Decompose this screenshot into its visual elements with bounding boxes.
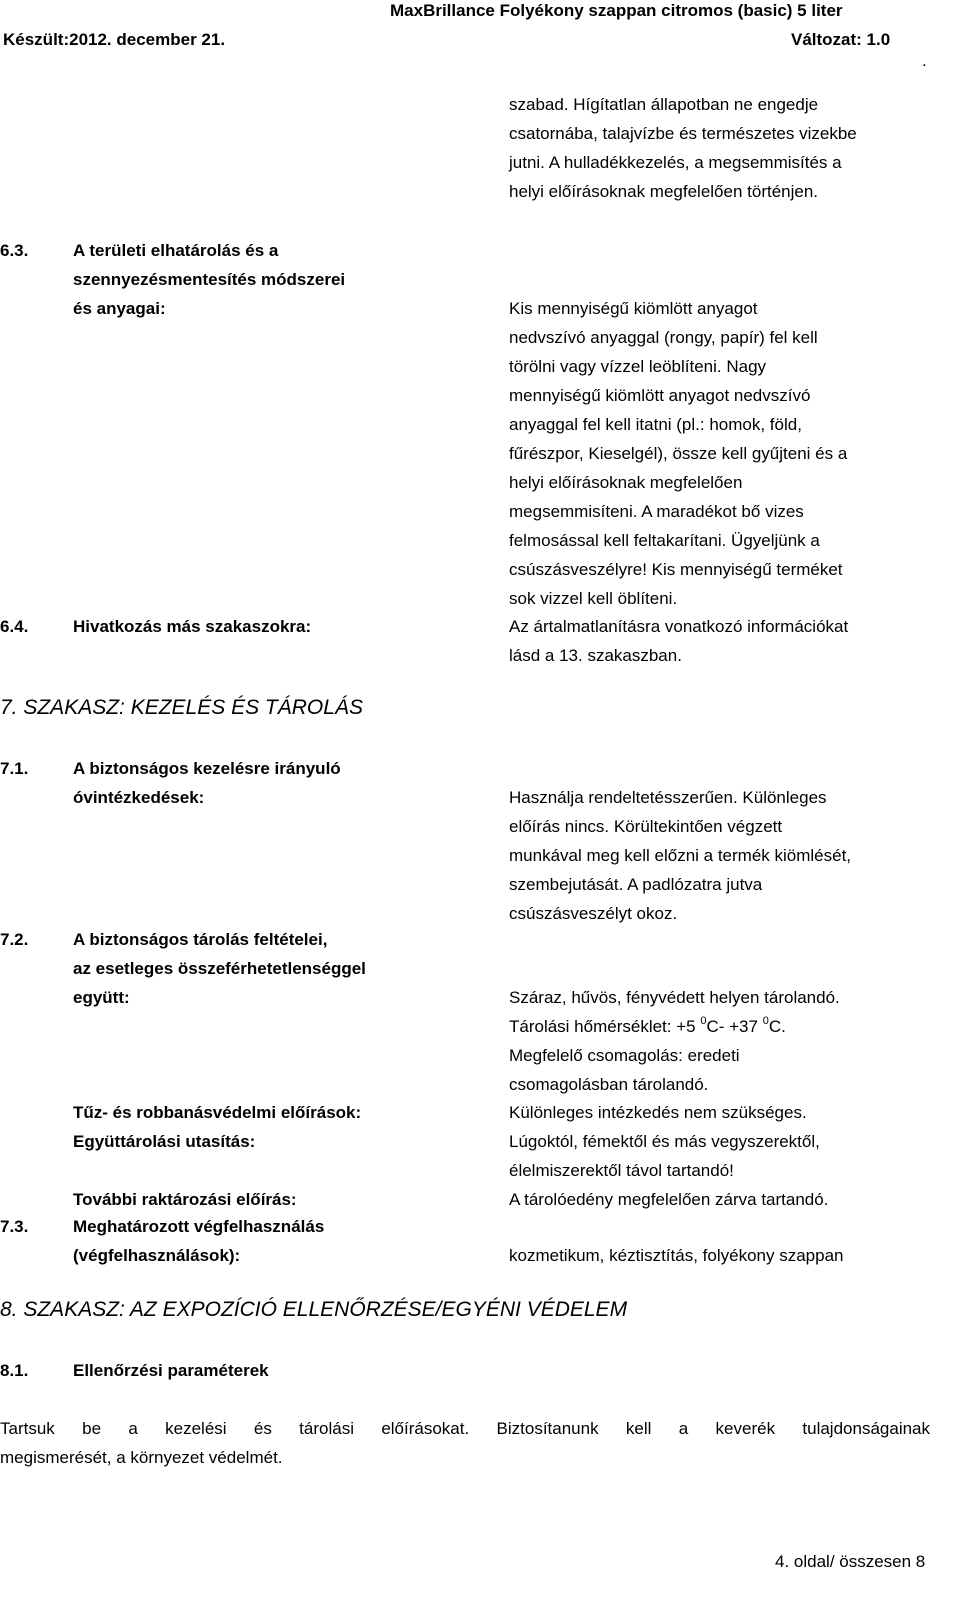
s6-3-value: Kis mennyiségű kiömlött anyagot xyxy=(509,299,758,318)
s6-3-value: csúszásveszélyre! Kis mennyiségű terméket xyxy=(509,560,843,579)
s7-2-label: az esetleges összeférhetetlenséggel xyxy=(73,959,366,978)
s6-3-value: törölni vagy vízzel leöblíteni. Nagy xyxy=(509,357,767,376)
s7-2-label: A biztonságos tárolás feltételei, xyxy=(73,930,328,949)
s7-1-value: Használja rendeltetésszerűen. Különleges xyxy=(509,788,827,807)
s7-1-value: előírás nincs. Körültekintően végzett xyxy=(509,817,783,836)
s6-2-text: jutni. A hulladékkezelés, a megsemmisítés a xyxy=(509,153,842,172)
s6-2-text: csatornába, talajvízbe és természetes vizekbe xyxy=(509,124,857,143)
s6-2-text: szabad. Hígítatlan állapotban ne engedje xyxy=(509,95,819,114)
s6-4-value: lásd a 13. szakaszban. xyxy=(509,646,682,665)
s8-1-number: 8.1. xyxy=(0,1361,29,1380)
other-storage-label: További raktározási előírás: xyxy=(73,1190,297,1209)
page-number: 4. oldal/ összesen 8 xyxy=(775,1552,926,1571)
s7-3-value: kozmetikum, kéztisztítás, folyékony szappan xyxy=(509,1246,844,1265)
s6-4-value: Az ártalmatlanításra vonatkozó információkat xyxy=(509,617,849,636)
co-storage-label: Együttárolási utasítás: xyxy=(73,1132,256,1151)
s6-4-label: Hivatkozás más szakaszokra: xyxy=(73,617,312,636)
s6-3-value: mennyiségű kiömlött anyagot nedvszívó xyxy=(509,386,811,405)
s7-2-number: 7.2. xyxy=(0,930,29,949)
co-storage-value: élelmiszerektől távol tartandó! xyxy=(509,1161,734,1180)
co-storage-value: Lúgoktól, fémektől és más vegyszerektől, xyxy=(509,1132,820,1151)
s6-2-text: helyi előírásoknak megfelelően történjen. xyxy=(509,182,819,201)
s7-2-label: együtt: xyxy=(73,988,130,1007)
s6-3-label: A területi elhatárolás és a xyxy=(73,241,279,260)
s6-3-value: nedvszívó anyaggal (rongy, papír) fel kell xyxy=(509,328,818,347)
creation-date: Készült:2012. december 21. xyxy=(3,30,226,49)
s8-1-label: Ellenőrzési paraméterek xyxy=(73,1361,269,1380)
section-8-title: 8. SZAKASZ: AZ EXPOZÍCIÓ ELLENŐRZÉSE/EGYÉNI VÉDELEM xyxy=(0,1298,628,1321)
header-dot: . xyxy=(922,51,927,70)
s6-3-value: sok vizzel kell öblíteni. xyxy=(509,589,678,608)
s6-3-value: anyaggal fel kell itatni (pl.: homok, föld, xyxy=(509,415,802,434)
s7-3-number: 7.3. xyxy=(0,1217,29,1236)
s6-3-value: helyi előírásoknak megfelelően xyxy=(509,473,743,492)
s8-paragraph-line: megismerését, a környezet védelmét. xyxy=(0,1448,283,1467)
s7-2-packaging: Megfelelő csomagolás: eredeti xyxy=(509,1046,740,1065)
s6-3-number: 6.3. xyxy=(0,241,29,260)
s8-paragraph-line: Tartsuk be a kezelési és tárolási előírásokat. Biztosítanunk kell a keverék tulajdonságainak xyxy=(0,1419,930,1438)
s7-2-storage-conditions: Száraz, hűvös, fényvédett helyen tárolandó. xyxy=(509,988,840,1007)
s6-4-number: 6.4. xyxy=(0,617,29,636)
version-label: Változat: 1.0 xyxy=(791,30,891,49)
s7-3-label: Meghatározott végfelhasználás xyxy=(73,1217,325,1236)
fire-safety-value: Különleges intézkedés nem szükséges. xyxy=(509,1103,807,1122)
fire-safety-label: Tűz- és robbanásvédelmi előírások: xyxy=(73,1103,362,1122)
s6-3-value: felmosással kell feltakarítani. Ügyeljünk a xyxy=(509,531,820,550)
other-storage-value: A tárolóedény megfelelően zárva tartandó. xyxy=(509,1190,829,1209)
s7-2-packaging: csomagolásban tárolandó. xyxy=(509,1075,709,1094)
s7-2-storage-temperature: Tárolási hőmérséklet: +5 $^0$C- +37 $^0$C. xyxy=(509,1015,786,1036)
s6-3-label: szennyezésmentesítés módszerei xyxy=(73,270,346,289)
s6-3-value: megsemmisíteni. A maradékot bő vizes xyxy=(509,502,804,521)
section-7-title: 7. SZAKASZ: KEZELÉS ÉS TÁROLÁS xyxy=(0,696,363,719)
s7-1-label: A biztonságos kezelésre irányuló xyxy=(73,759,341,778)
s7-1-value: munkával meg kell előzni a termék kiömlését, xyxy=(509,846,852,865)
s7-1-value: csúszásveszélyt okoz. xyxy=(509,904,678,923)
s7-1-number: 7.1. xyxy=(0,759,29,778)
s7-3-label: (végfelhasználások): xyxy=(73,1246,241,1265)
s6-3-value: fűrészpor, Kieselgél), össze kell gyűjteni és a xyxy=(509,444,848,463)
document-title: MaxBrillance Folyékony szappan citromos (basic) 5 liter xyxy=(390,1,843,20)
s6-3-label: és anyagai: xyxy=(73,299,166,318)
s7-1-value: szembejutását. A padlózatra jutva xyxy=(509,875,763,894)
s7-1-label: óvintézkedések: xyxy=(73,788,205,807)
